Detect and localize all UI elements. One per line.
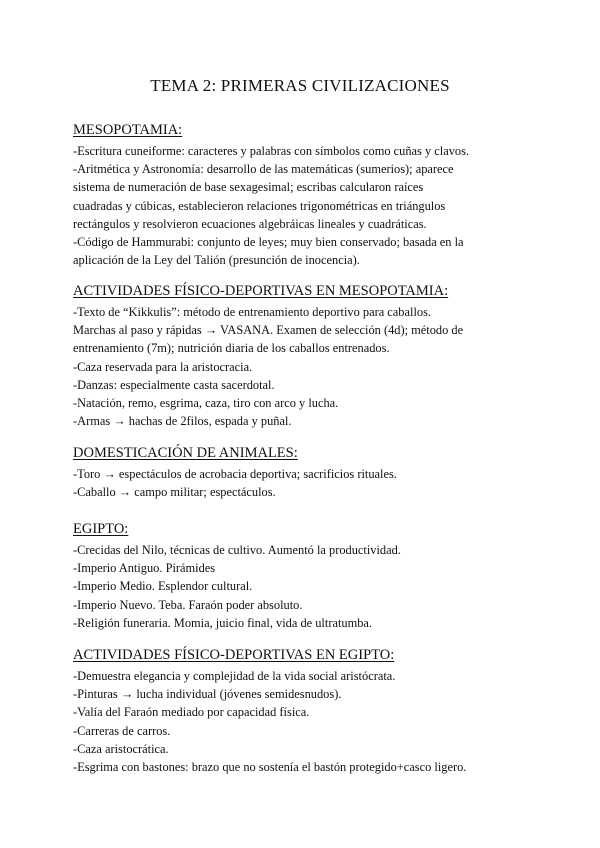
text-line: -Imperio Medio. Esplendor cultural. <box>73 579 253 594</box>
section-egipto <box>73 520 553 632</box>
section-actividades-egipto <box>73 646 553 776</box>
text-line: -Carreras de carros. <box>73 723 171 738</box>
section-domesticacion <box>73 444 553 501</box>
text-line: -Texto de “Kikkulis”: método de entrenamiento deportivo para caballos. <box>73 305 431 319</box>
text-line: -Valía del Faraón mediado por capacidad física. <box>73 705 310 720</box>
text-line: -Crecidas del Nilo, técnicas de cultivo. Aumentó la productividad. <box>73 543 401 557</box>
text-line: -Demuestra elegancia y complejidad de la vida social aristócrata. <box>73 669 396 683</box>
text-line: -Caza aristocrática. <box>73 741 169 756</box>
text-line: -Esgrima con bastones: brazo que no sostenía el bastón protegido+casco ligero. <box>73 760 467 775</box>
text-line: Marchas al paso y rápidas → VASANA. Examen de selección (4d); método de <box>73 323 464 338</box>
text-line: -Pinturas → lucha individual (jóvenes semidesnudos). <box>73 687 342 702</box>
text-line: cuadradas y cúbicas, establecieron relaciones trigonométricas en triángulos <box>73 198 446 213</box>
text-line: -Caballo → campo militar; espectáculos. <box>73 485 276 500</box>
section-heading: ACTIVIDADES FÍSICO-DEPORTIVAS EN EGIPTO: <box>73 647 395 663</box>
text-line: -Aritmética y Astronomía: desarrollo de las matemáticas (sumerios); aparece <box>73 162 454 177</box>
text-line: -Religión funeraria. Momia, juicio final, vida de ultratumba. <box>73 615 373 630</box>
text-line: -Código de Hammurabi: conjunto de leyes; muy bien conservado; basada en la <box>73 235 464 250</box>
text-line: -Imperio Nuevo. Teba. Faraón poder absoluto. <box>73 597 303 612</box>
text-line: aplicación de la Ley del Talión (presunción de inocencia). <box>73 253 360 268</box>
text-line: -Toro → espectáculos de acrobacia deportiva; sacrificios rituales. <box>73 467 397 481</box>
section-heading: MESOPOTAMIA: <box>73 122 183 138</box>
page-title: TEMA 2: PRIMERAS CIVILIZACIONES <box>150 76 450 95</box>
text-line: entrenamiento (7m); nutrición diaria de los caballos entrenados. <box>73 341 390 356</box>
section-heading: EGIPTO: <box>73 521 129 537</box>
text-line: -Caza reservada para la aristocracia. <box>73 359 253 374</box>
text-line: -Escritura cuneiforme: caracteres y palabras con símbolos como cuñas y clavos. <box>73 144 470 158</box>
section-heading: DOMESTICACIÓN DE ANIMALES: <box>73 445 298 461</box>
text-line: -Imperio Antiguo. Pirámides <box>73 561 216 576</box>
text-line: -Natación, remo, esgrima, caza, tiro con arco y lucha. <box>73 396 339 411</box>
text-line: sistema de numeración de base sexagesimal; escribas calcularon raíces <box>73 180 424 195</box>
text-line: rectángulos y resolvieron ecuaciones algebráicas lineales y cuadráticas. <box>73 216 427 231</box>
section-mesopotamia <box>73 121 553 269</box>
section-actividades-mesopotamia <box>73 282 553 430</box>
section-heading: ACTIVIDADES FÍSICO-DEPORTIVAS EN MESOPOTAMIA: <box>73 283 449 299</box>
text-line: -Danzas: especialmente casta sacerdotal. <box>73 377 275 392</box>
text-line: -Armas → hachas de 2filos, espada y puñal. <box>73 414 292 429</box>
